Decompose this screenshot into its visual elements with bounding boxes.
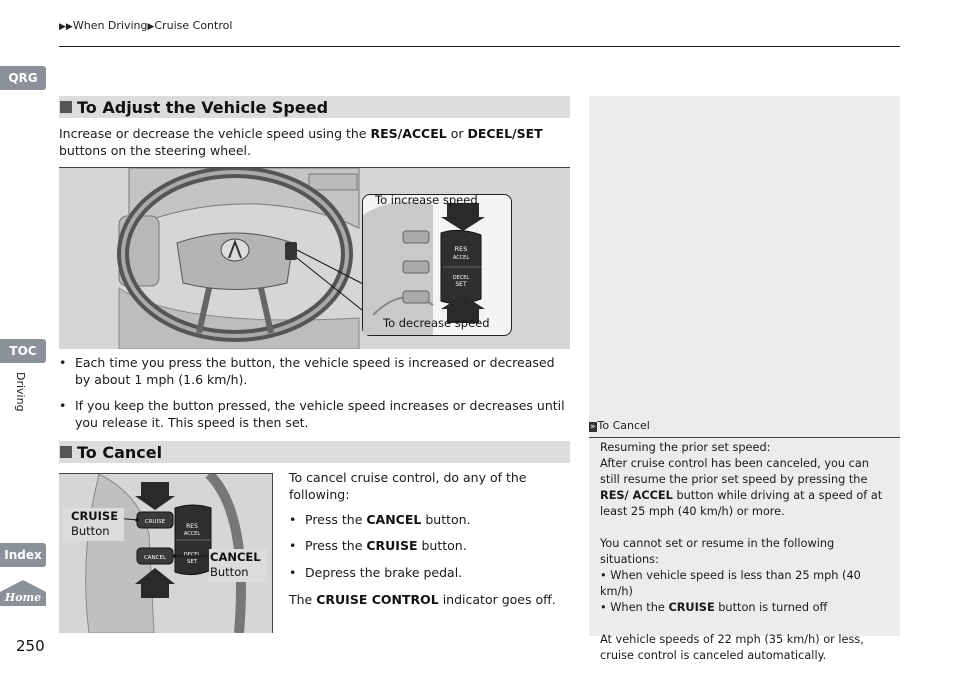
note-para-2: You cannot set or resume in the following situations: [600,537,835,566]
buttons-callout [362,194,512,336]
toc-tab[interactable]: TOC [0,339,46,363]
note-heading-label: To Cancel [597,419,650,432]
cancel-button-text: CANCEL [143,555,167,561]
note-para-1: After cruise control has been canceled, you can still resume the prior set speed by pressing the RES/ ACCEL button while driving at a speed of at least 25 mph (40 km/h) or more. [600,457,883,518]
list-item: • Press the CANCEL button. [289,511,569,528]
section-marker-icon [60,101,72,113]
res-label: RES [454,245,468,253]
list-item: • If you keep the button pressed, the vehicle speed increases or decreases until you release it. This speed is then set. [59,397,573,431]
breadcrumb-separator: ▶ [147,22,155,32]
cancel-bullet-list [289,511,569,581]
note-list-item: • When vehicle speed is less than 25 mph (40 km/h) [600,569,861,598]
set-label: SET [455,281,467,288]
cancel-intro: To cancel cruise control, do any of the following: [289,470,527,502]
note-body [600,440,892,664]
breadcrumb-item-cruise-control[interactable]: Cruise Control [154,19,233,32]
section-heading-adjust [59,96,570,118]
accel-label: ACCEL [452,255,470,261]
res-label: RES [186,523,198,530]
note-para-1-title: Resuming the prior set speed: [600,441,771,454]
increase-speed-label: To increase speed [375,193,478,207]
index-tab[interactable]: Index [0,543,46,567]
page-number: 250 [16,637,45,655]
adjust-intro: Increase or decrease the vehicle speed using the RES/ACCEL or DECEL/SET buttons on the steering wheel. [59,126,543,158]
note-para-3: At vehicle speeds of 22 mph (35 km/h) or less, cruise control is canceled automatically. [600,633,864,662]
down-arrow-icon [441,203,485,231]
home-button[interactable] [0,578,46,608]
accel-label: ACCEL [183,531,201,537]
res-accel-term: RES/ACCEL [370,126,447,141]
header-divider [59,46,900,47]
section-marker-icon [60,446,72,458]
note-list-item: • When the CRUISE button is turned off [600,601,828,614]
note-heading[interactable] [589,419,900,438]
steering-wheel-figure [59,167,570,349]
section-heading-cancel [59,441,570,463]
adjust-bullet-list [59,354,573,431]
cruise-button-callout: CRUISE Button [63,508,124,541]
list-item: • Press the CRUISE button. [289,537,569,554]
button-closeup-illustration [363,195,511,335]
cancel-outro: The CRUISE CONTROL indicator goes off. [289,592,556,607]
section-title-adjust: To Adjust the Vehicle Speed [77,97,329,117]
section-title-cancel: To Cancel [77,442,163,462]
chapter-label: Driving [14,372,27,412]
cancel-button-callout: CANCEL Button [209,549,267,582]
list-item: • Depress the brake pedal. [289,564,569,581]
breadcrumb-arrows: ▶▶ [59,22,73,32]
link-chevron-icon: » [590,422,596,432]
set-label: SET [186,559,198,565]
home-icon [0,578,46,608]
down-arrow-icon [135,482,175,510]
decel-set-term: DECEL/SET [467,126,543,141]
decrease-speed-label: To decrease speed [383,316,490,330]
breadcrumb-item-when-driving[interactable]: When Driving [72,19,148,32]
home-label: Home [4,591,42,604]
cancel-buttons-figure [59,473,273,633]
decel-label: DECEL [452,275,470,281]
cruise-button-text: CRUISE [144,519,166,525]
qrg-tab[interactable]: QRG [0,66,46,90]
list-item: • Each time you press the button, the vehicle speed is increased or decreased by about 1 mph (1.6 km/h). [59,354,573,388]
decel-label: DECEL [183,552,201,558]
breadcrumb [59,19,232,32]
